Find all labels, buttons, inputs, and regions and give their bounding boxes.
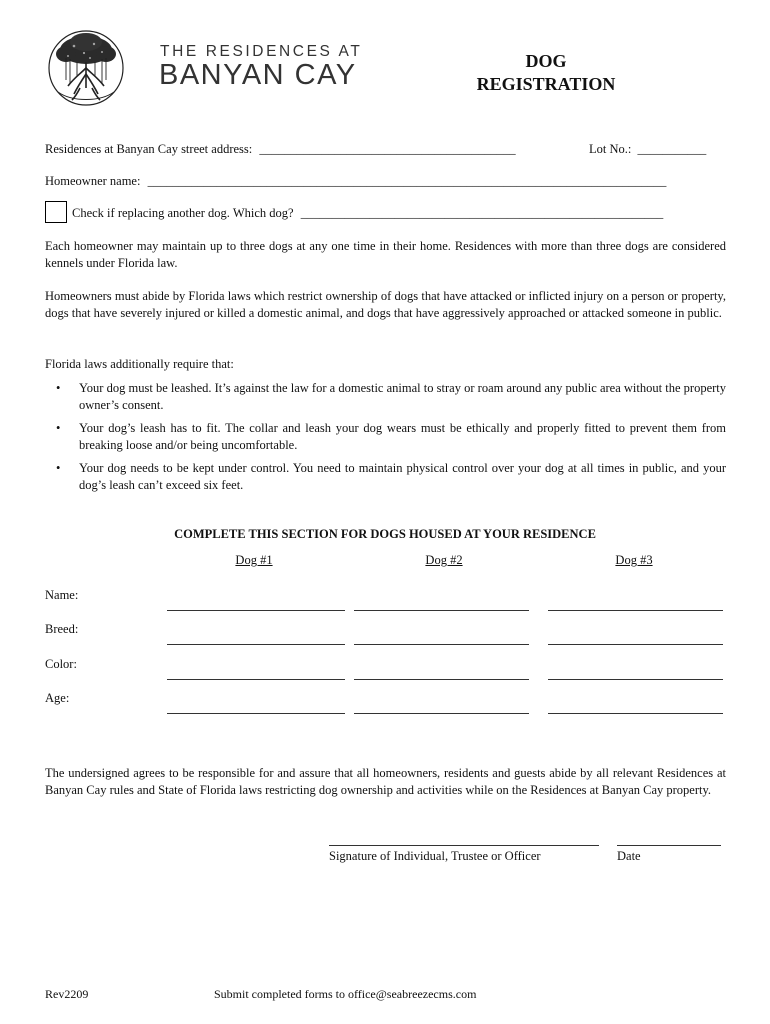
florida-laws-list [45,380,726,500]
homeowner-label: Homeowner name: [45,174,141,188]
paragraph-restrictions: Homeowners must abide by Florida laws which restrict ownership of dogs that have attacked or inflicted injury on a person or property, dogs that have severely injured or killed a domestic animal, and dogs that have aggressively approached or attacked someone in public. [45,289,726,320]
dog-1-color-field[interactable] [167,679,345,680]
lot-field[interactable]: ___________ [637,142,707,156]
replace-row [72,205,663,222]
list-item [45,460,726,493]
row-label-breed: Breed: [45,622,79,636]
homeowner-field[interactable]: ___________________________________________________________________________________ [147,174,667,188]
paragraph-florida-intro: Florida laws additionally require that: [45,357,234,371]
bullet-icon: • [56,461,61,475]
list-item-text: Your dog needs to be kept under control. You need to maintain physical control over your dog at all times in public, and your dog’s leash can’t exceed six feet. [79,461,726,492]
list-item-text: Your dog must be leashed. It’s against the law for a domestic animal to stray or roam around any public area without the property owner’s consent. [79,381,726,412]
dog-section-title [0,527,770,542]
list-item [45,380,726,413]
agreement-paragraph: The undersigned agrees to be responsible for and assure that all homeowners, residents and guests abide by all relevant Residences at Banyan Cay rules and State of Florida laws restricting dog ownership and activities while on the Residences at Banyan Cay property. [45,766,726,797]
form-title-line2: REGISTRATION [476,74,616,94]
dog-3-color-field[interactable] [548,679,723,680]
row-label-name: Name: [45,588,79,602]
column-header-dog-1: Dog #1 [235,553,273,567]
replace-field[interactable]: __________________________________________________________ [300,206,664,220]
address-row [45,141,516,158]
dog-2-breed-field[interactable] [354,644,529,645]
list-item [45,420,726,453]
submit-instructions: Submit completed forms to office@seabreezecms.com [214,987,477,1001]
bullet-icon: • [56,421,61,435]
dog-3-breed-field[interactable] [548,644,723,645]
homeowner-row [45,173,666,190]
column-header-dog-3: Dog #3 [615,553,653,567]
address-field[interactable]: _________________________________________ [259,142,516,156]
dog-1-age-field[interactable] [167,713,345,714]
replace-checkbox[interactable] [45,201,67,223]
logo-text-top: THE RESIDENCES AT [160,43,363,60]
dog-2-age-field[interactable] [354,713,529,714]
dog-1-breed-field[interactable] [167,644,345,645]
dog-3-name-field[interactable] [548,610,723,611]
paragraph-dog-limit: Each homeowner may maintain up to three dogs at any one time in their home. Residences with more than three dogs are considered kennels under Florida law. [45,239,726,270]
dog-section-title-text: COMPLETE THIS SECTION FOR DOGS HOUSED AT YOUR RESIDENCE [174,527,596,541]
dog-2-color-field[interactable] [354,679,529,680]
list-item-text: Your dog’s leash has to fit. The collar and leash your dog wears must be ethically and properly fitted to prevent them from breaking loose and/or being uncomfortable. [79,421,726,452]
logo [44,28,364,108]
replace-label: Check if replacing another dog. Which dog? [72,206,294,220]
signature-label: Signature of Individual, Trustee or Officer [329,849,541,863]
date-field[interactable] [617,845,721,846]
form-title-line1: DOG [525,51,567,71]
logo-text-main: BANYAN CAY [159,59,357,91]
address-label: Residences at Banyan Cay street address: [45,142,253,156]
lot-row [589,141,706,158]
form-title [456,50,636,96]
row-label-color: Color: [45,657,77,671]
dog-3-age-field[interactable] [548,713,723,714]
column-header-dog-2: Dog #2 [425,553,463,567]
revision-code: Rev2209 [45,987,89,1001]
signature-field[interactable] [329,845,599,846]
dog-2-name-field[interactable] [354,610,529,611]
date-label: Date [617,849,641,863]
row-label-age: Age: [45,691,70,705]
dog-1-name-field[interactable] [167,610,345,611]
lot-label: Lot No.: [589,142,632,156]
banyan-tree-icon [44,28,128,108]
bullet-icon: • [56,381,61,395]
